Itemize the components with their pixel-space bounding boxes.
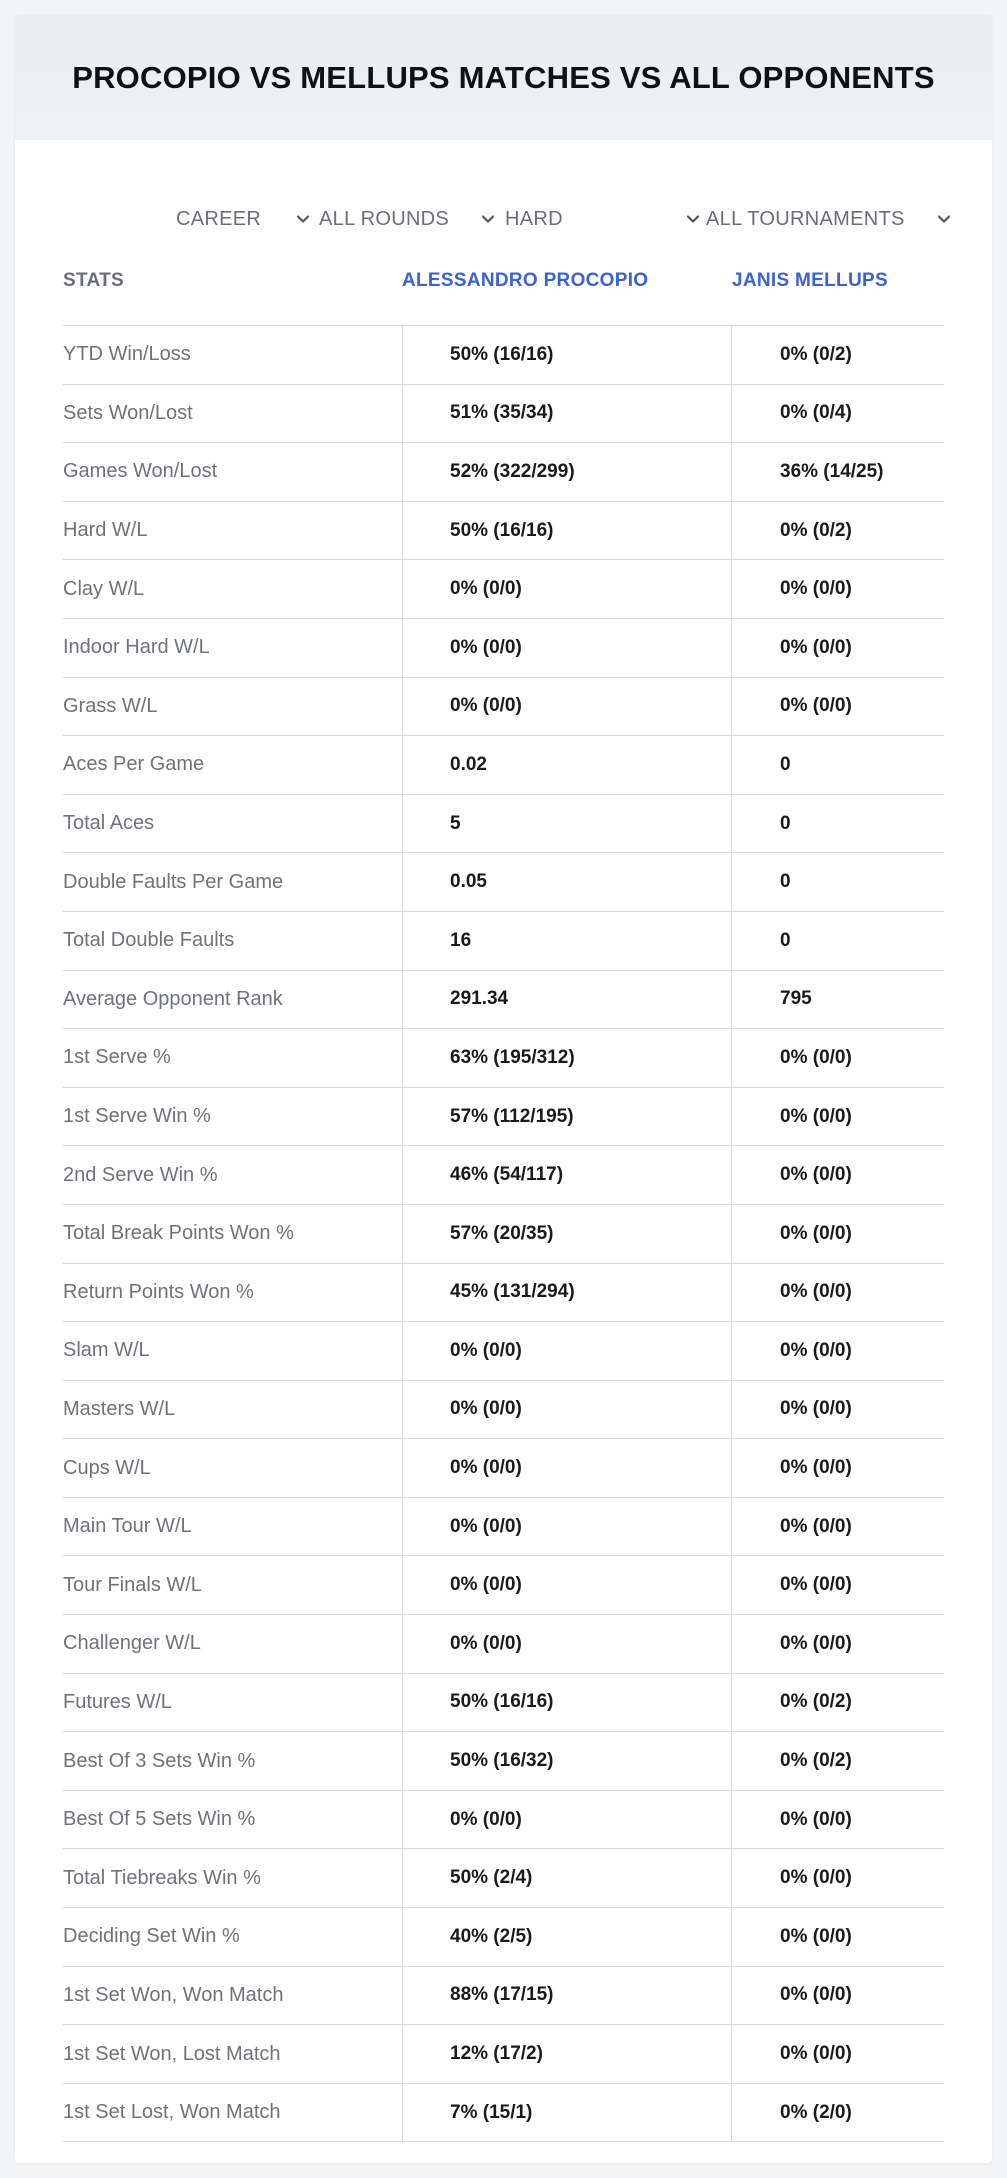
stat-label: Aces Per Game [63, 753, 205, 776]
table-row [63, 385, 944, 444]
column-divider [731, 736, 732, 794]
column-divider [731, 326, 732, 384]
stat-label: Double Faults Per Game [63, 870, 284, 893]
column-divider [402, 2025, 403, 2083]
table-header [63, 255, 944, 326]
stat-label: Total Break Points Won % [63, 1222, 294, 1245]
column-divider [731, 1498, 732, 1556]
column-divider [402, 1908, 403, 1966]
table-row [63, 1908, 944, 1967]
column-divider [402, 1439, 403, 1497]
player2-value: 0% (0/0) [780, 1046, 852, 1068]
player2-value: 0% (0/0) [780, 1164, 852, 1186]
column-divider [402, 326, 403, 384]
column-divider [731, 1381, 732, 1439]
column-divider [731, 912, 732, 970]
column-divider [402, 443, 403, 501]
stat-label: Sets Won/Lost [63, 401, 193, 424]
page-header [15, 15, 992, 140]
player1-value: 0% (0/0) [450, 1339, 522, 1361]
stat-label: 1st Set Won, Won Match [63, 1983, 284, 2006]
stat-label: Indoor Hard W/L [63, 636, 210, 659]
surface-select[interactable] [505, 189, 705, 249]
period-select[interactable] [176, 189, 316, 249]
column-divider [731, 1849, 732, 1907]
table-row [63, 1381, 944, 1440]
player2-value: 36% (14/25) [780, 460, 884, 482]
table-row [63, 1615, 944, 1674]
stat-label: Total Tiebreaks Win % [63, 1866, 261, 1889]
player1-value: 50% (2/4) [450, 1867, 533, 1889]
stat-label: Cups W/L [63, 1456, 151, 1479]
table-row [63, 560, 944, 619]
column-divider [402, 1264, 403, 1322]
column-divider [402, 1967, 403, 2025]
player1-value: 16 [450, 929, 472, 951]
column-divider [402, 795, 403, 853]
table-row [63, 1439, 944, 1498]
player2-value: 0% (0/0) [780, 695, 852, 717]
stats-card [15, 15, 992, 2163]
column-divider [402, 1615, 403, 1673]
chevron-down-icon [684, 210, 702, 228]
player2-value: 0% (2/0) [780, 2101, 852, 2123]
player1-column-header[interactable] [402, 255, 648, 307]
player1-value: 0% (0/0) [450, 1808, 522, 1830]
column-divider [731, 502, 732, 560]
player1-value: 57% (20/35) [450, 1222, 554, 1244]
table-row [63, 1732, 944, 1791]
column-divider [402, 1732, 403, 1790]
column-divider [731, 1967, 732, 2025]
player1-value: 50% (16/16) [450, 1691, 554, 1713]
table-row [63, 1967, 944, 2026]
player1-value: 0% (0/0) [450, 578, 522, 600]
column-divider [731, 1674, 732, 1732]
player1-value: 0% (0/0) [450, 1515, 522, 1537]
chevron-down-icon [294, 210, 312, 228]
column-divider [402, 1791, 403, 1849]
column-divider [731, 1322, 732, 1380]
table-row [63, 1849, 944, 1908]
player2-value: 0% (0/0) [780, 578, 852, 600]
column-divider [731, 443, 732, 501]
column-divider [402, 1556, 403, 1614]
stats-column-header: STATS [63, 270, 124, 291]
player2-value: 0% (0/0) [780, 1925, 852, 1947]
column-divider [731, 2084, 732, 2142]
column-divider [402, 1146, 403, 1204]
player2-value: 0% (0/0) [780, 1984, 852, 2006]
player2-value: 0 [780, 929, 791, 951]
table-body [63, 326, 944, 2142]
player2-value: 795 [780, 988, 812, 1010]
player2-value: 0 [780, 812, 791, 834]
player2-value: 0% (0/0) [780, 1222, 852, 1244]
player1-value: 0% (0/0) [450, 1398, 522, 1420]
column-divider [731, 853, 732, 911]
stat-label: 1st Serve % [63, 1046, 171, 1069]
player1-value: 0% (0/0) [450, 1457, 522, 1479]
table-row [63, 1205, 944, 1264]
table-row [63, 1264, 944, 1323]
column-divider [731, 1205, 732, 1263]
table-row [63, 2084, 944, 2143]
player1-value: 0.05 [450, 871, 487, 893]
stat-label: Total Double Faults [63, 929, 235, 952]
player1-value: 291.34 [450, 988, 509, 1010]
stat-label: Return Points Won % [63, 1280, 254, 1303]
rounds-select-value: ALL ROUNDS [319, 207, 450, 230]
column-divider [731, 1264, 732, 1322]
surface-select-value: HARD [505, 207, 563, 230]
column-divider [402, 1205, 403, 1263]
stat-label: Hard W/L [63, 519, 148, 542]
player1-value: 63% (195/312) [450, 1046, 575, 1068]
player1-value: 0% (0/0) [450, 1632, 522, 1654]
stat-label: 1st Set Won, Lost Match [63, 2042, 281, 2065]
player1-value: 40% (2/5) [450, 1925, 533, 1947]
player2-value: 0% (0/0) [780, 1281, 852, 1303]
table-row [63, 326, 944, 385]
player2-value: 0% (0/0) [780, 2043, 852, 2065]
table-row [63, 1146, 944, 1205]
table-row [63, 619, 944, 678]
player2-name[interactable]: JANIS MELLUPS [732, 270, 888, 291]
column-divider [402, 385, 403, 443]
table-row [63, 853, 944, 912]
player2-value: 0% (0/0) [780, 1339, 852, 1361]
column-divider [402, 1498, 403, 1556]
column-divider [731, 1615, 732, 1673]
column-divider [402, 1381, 403, 1439]
column-divider [402, 1674, 403, 1732]
player1-value: 7% (15/1) [450, 2101, 533, 2123]
stat-label: Best Of 3 Sets Win % [63, 1749, 256, 1772]
stat-label: 1st Serve Win % [63, 1105, 211, 1128]
stat-label: Total Aces [63, 812, 155, 835]
stats-table [63, 255, 944, 2142]
player2-value: 0% (0/0) [780, 1515, 852, 1537]
column-divider [402, 560, 403, 618]
player2-value: 0 [780, 753, 791, 775]
column-divider [402, 678, 403, 736]
column-divider [402, 1322, 403, 1380]
column-divider [731, 385, 732, 443]
column-divider [402, 2084, 403, 2142]
table-row [63, 502, 944, 561]
page-title: PROCOPIO VS MELLUPS MATCHES VS ALL OPPONENTS [72, 59, 935, 95]
column-divider [731, 1439, 732, 1497]
table-row [63, 795, 944, 854]
tournaments-select[interactable] [706, 189, 956, 249]
table-row [63, 443, 944, 502]
player1-value: 0% (0/0) [450, 1574, 522, 1596]
stat-label: Challenger W/L [63, 1632, 201, 1655]
column-divider [731, 971, 732, 1029]
rounds-select[interactable] [319, 189, 499, 249]
table-row [63, 1322, 944, 1381]
player1-name[interactable]: ALESSANDRO PROCOPIO [402, 270, 649, 291]
stat-label: 1st Set Lost, Won Match [63, 2101, 281, 2124]
player2-value: 0% (0/0) [780, 1574, 852, 1596]
stat-label: YTD Win/Loss [63, 343, 191, 366]
filter-bar [15, 189, 992, 249]
player2-value: 0% (0/0) [780, 1105, 852, 1127]
column-divider [731, 2025, 732, 2083]
table-row [63, 1556, 944, 1615]
column-divider [731, 678, 732, 736]
player2-value: 0% (0/2) [780, 1750, 852, 1772]
chevron-down-icon [935, 210, 953, 228]
stat-label: 2nd Serve Win % [63, 1163, 218, 1186]
table-row [63, 736, 944, 795]
column-divider [402, 912, 403, 970]
player2-value: 0% (0/0) [780, 1457, 852, 1479]
player1-value: 0% (0/0) [450, 636, 522, 658]
player1-value: 12% (17/2) [450, 2043, 543, 2065]
column-divider [402, 853, 403, 911]
column-divider [731, 1732, 732, 1790]
stat-label: Best Of 5 Sets Win % [63, 1808, 256, 1831]
stat-label: Futures W/L [63, 1690, 172, 1713]
column-divider [402, 971, 403, 1029]
column-divider [402, 1088, 403, 1146]
column-divider [402, 619, 403, 677]
player2-value: 0% (0/2) [780, 1691, 852, 1713]
player1-value: 0.02 [450, 753, 487, 775]
player1-value: 51% (35/34) [450, 402, 554, 424]
player1-value: 0% (0/0) [450, 695, 522, 717]
player1-value: 57% (112/195) [450, 1105, 574, 1127]
player1-value: 46% (54/117) [450, 1164, 564, 1186]
column-divider [731, 560, 732, 618]
column-divider [402, 1849, 403, 1907]
table-row [63, 1674, 944, 1733]
player2-value: 0 [780, 871, 791, 893]
player1-value: 50% (16/16) [450, 343, 554, 365]
column-divider [731, 1029, 732, 1087]
player2-value: 0% (0/0) [780, 1808, 852, 1830]
column-divider [402, 736, 403, 794]
player1-value: 50% (16/32) [450, 1750, 554, 1772]
stat-label: Tour Finals W/L [63, 1573, 202, 1596]
column-divider [402, 502, 403, 560]
stat-label: Average Opponent Rank [63, 987, 283, 1010]
player1-value: 52% (322/299) [450, 460, 575, 482]
tournaments-select-value: ALL TOURNAMENTS [706, 207, 905, 230]
table-row [63, 2025, 944, 2084]
table-row [63, 1498, 944, 1557]
player2-value: 0% (0/0) [780, 1398, 852, 1420]
column-divider [402, 1029, 403, 1087]
player2-value: 0% (0/0) [780, 1632, 852, 1654]
player2-value: 0% (0/2) [780, 343, 852, 365]
player1-value: 45% (131/294) [450, 1281, 575, 1303]
player2-column-header[interactable] [732, 255, 888, 307]
table-row [63, 971, 944, 1030]
player2-value: 0% (0/4) [780, 402, 852, 424]
player2-value: 0% (0/0) [780, 1867, 852, 1889]
player1-value: 5 [450, 812, 461, 834]
column-divider [731, 1791, 732, 1849]
stat-label: Masters W/L [63, 1397, 176, 1420]
stat-label: Games Won/Lost [63, 460, 218, 483]
table-row [63, 1088, 944, 1147]
table-row [63, 912, 944, 971]
player1-value: 50% (16/16) [450, 519, 554, 541]
stat-label: Clay W/L [63, 577, 145, 600]
stat-label: Main Tour W/L [63, 1515, 192, 1538]
column-divider [731, 1088, 732, 1146]
player2-value: 0% (0/2) [780, 519, 852, 541]
player1-value: 88% (17/15) [450, 1984, 554, 2006]
chevron-down-icon [479, 210, 497, 228]
stat-label: Deciding Set Win % [63, 1925, 240, 1948]
column-divider [731, 619, 732, 677]
table-row [63, 1029, 944, 1088]
table-row [63, 678, 944, 737]
period-select-value: CAREER [176, 207, 262, 230]
table-row [63, 1791, 944, 1850]
stat-label: Grass W/L [63, 694, 158, 717]
column-divider [731, 795, 732, 853]
stat-label: Slam W/L [63, 1339, 150, 1362]
column-divider [731, 1908, 732, 1966]
column-divider [731, 1146, 732, 1204]
column-divider [731, 1556, 732, 1614]
player2-value: 0% (0/0) [780, 636, 852, 658]
